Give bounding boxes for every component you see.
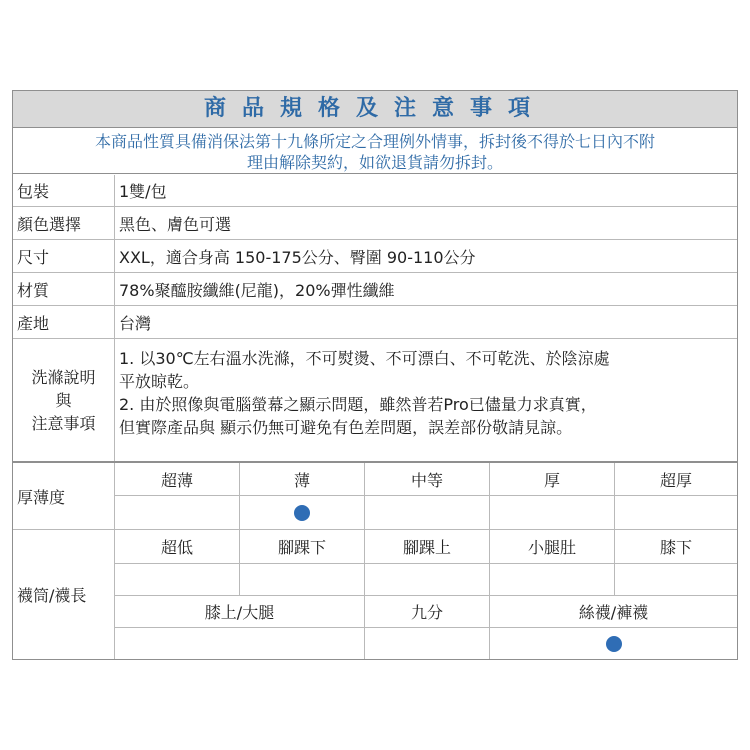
length-marker-cell <box>365 564 490 596</box>
care-line: 2. 由於照像與電腦螢幕之顯示問題，雖然普若Pro已儘量力求真實， <box>119 395 597 414</box>
spec-row-package <box>13 175 737 207</box>
thickness-option: 中等 <box>365 463 490 496</box>
thickness-option: 超厚 <box>615 463 737 496</box>
thickness-option: 薄 <box>240 463 365 496</box>
care-label <box>13 339 115 461</box>
care-line: 平放晾乾。 <box>119 372 200 391</box>
spec-value: 1雙/包 <box>119 182 167 201</box>
return-notice <box>13 128 737 174</box>
length-option: 膝下 <box>615 530 737 564</box>
thickness-marker-cell <box>490 496 615 530</box>
thickness-option: 超薄 <box>115 463 240 496</box>
page-title: 商品規格及注意事項 <box>13 91 737 128</box>
length-option: 膝上/大腿 <box>115 596 365 628</box>
spec-label: 顏色選擇 <box>13 207 115 239</box>
thickness-marker-cell <box>365 496 490 530</box>
thickness-label: 厚薄度 <box>13 463 115 530</box>
thickness-option: 厚 <box>490 463 615 496</box>
spec-row-care <box>13 339 737 461</box>
selected-dot-icon <box>294 505 310 521</box>
notice-line: 理由解除契約，如欲退貨請勿拆封。 <box>246 153 503 172</box>
care-line: 但實際產品與 顯示仍無可避免有色差問題，誤差部份敬請見諒。 <box>119 418 573 437</box>
spec-row-material <box>13 273 737 306</box>
length-marker-cell <box>615 564 737 596</box>
length-marker-cell <box>490 628 737 659</box>
length-marker-cell <box>240 564 365 596</box>
length-marker-cell <box>365 628 490 659</box>
spec-label: 材質 <box>13 273 115 305</box>
spec-sheet <box>12 90 738 660</box>
care-line: 1. 以30℃左右溫水洗滌，不可熨燙、不可漂白、不可乾洗、於陰涼處 <box>119 349 610 368</box>
length-option: 絲襪/褲襪 <box>490 596 737 628</box>
length-option: 小腿肚 <box>490 530 615 564</box>
spec-value: XXL，適合身高 150-175公分、臀圍 90-110公分 <box>119 247 476 267</box>
spec-label: 產地 <box>13 306 115 338</box>
length-label: 襪筒/襪長 <box>13 530 115 659</box>
spec-label: 包裝 <box>13 175 115 206</box>
care-label-line: 與 <box>55 390 72 410</box>
spec-row-color <box>13 207 737 240</box>
length-option: 超低 <box>115 530 240 564</box>
spec-row-size <box>13 240 737 273</box>
care-label-line: 洗滌說明 <box>31 367 96 387</box>
thickness-marker-cell <box>615 496 737 530</box>
length-marker-cell <box>490 564 615 596</box>
spec-value: 黑色、膚色可選 <box>119 214 232 234</box>
care-label-line: 注意事項 <box>31 413 96 433</box>
thickness-marker-cell <box>240 496 365 530</box>
thickness-marker-cell <box>115 496 240 530</box>
length-marker-cell <box>115 564 240 596</box>
care-text <box>119 339 737 469</box>
length-option: 腳踝下 <box>240 530 365 564</box>
selected-dot-icon <box>606 636 622 652</box>
spec-label: 尺寸 <box>13 240 115 272</box>
spec-value: 台灣 <box>119 313 152 333</box>
length-option: 九分 <box>365 596 490 628</box>
spec-row-origin <box>13 306 737 339</box>
spec-value: 78%聚醯胺纖維(尼龍)，20%彈性纖維 <box>119 280 395 300</box>
length-option: 腳踝上 <box>365 530 490 564</box>
length-marker-cell <box>115 628 365 659</box>
notice-line: 本商品性質具備消保法第十九條所定之合理例外情事，拆封後不得於七日內不附 <box>94 132 655 151</box>
